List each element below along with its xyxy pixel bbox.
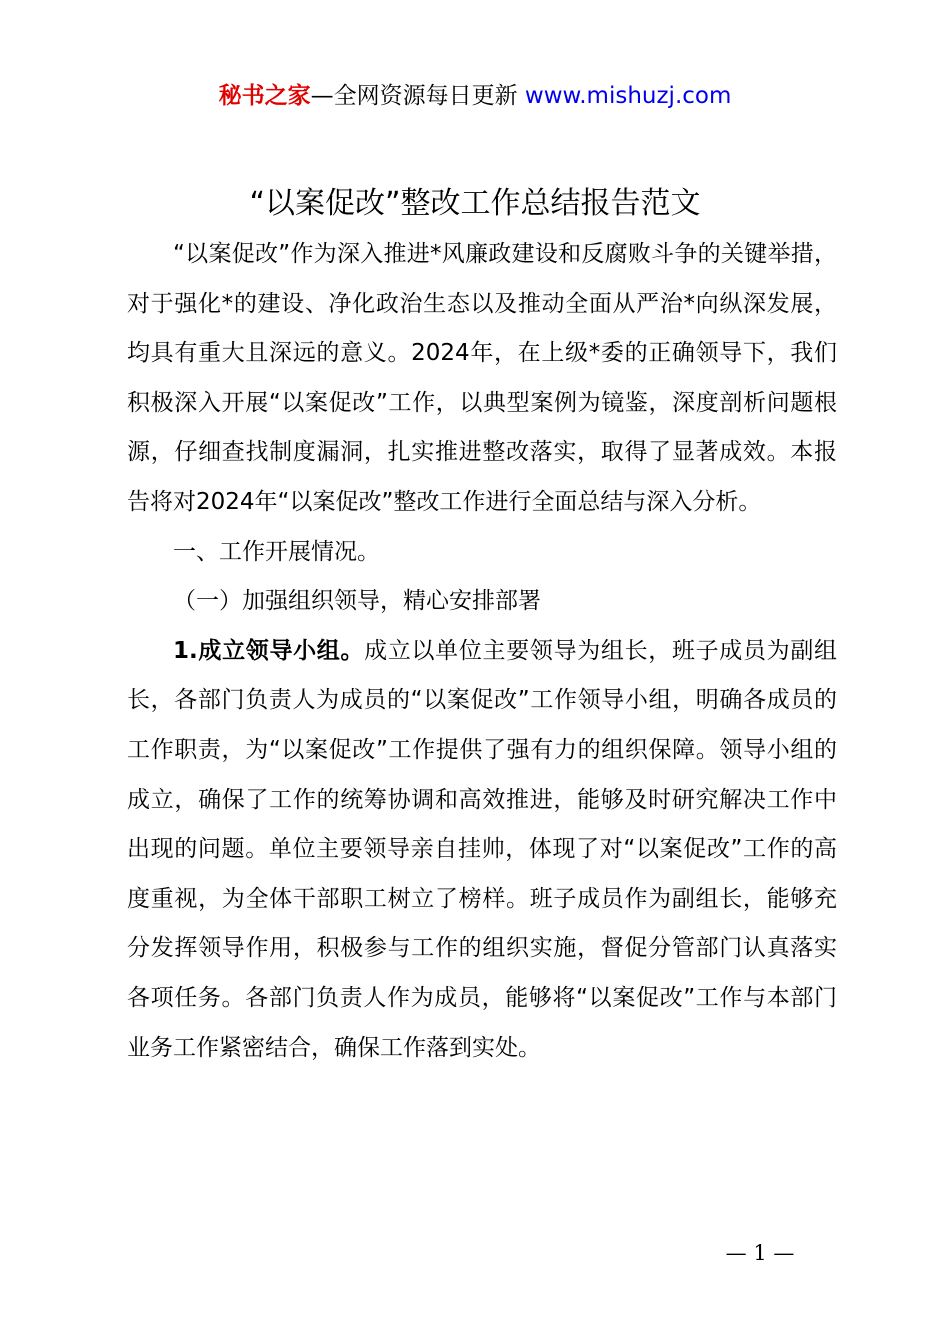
item-paragraph — [127, 627, 837, 1073]
site-url-link[interactable]: www.mishuzj.com — [524, 83, 732, 109]
site-header — [0, 80, 950, 112]
item-body: 成立以单位主要领导为组长，班子成员为副组长，各部门负责人为成员的“以案促改”工作领导小组，明确各成员的工作职责，为“以案促改”工作提供了强有力的组织保障。领导小组的成立，确保了工作的统筹协调和高效推进，能够及时研究解决工作中出现的问题。单位主要领导亲自挂帅，体现了对“以案促改”工作的高度重视，为全体干部职工树立了榜样。班子成员作为副组长，能够充分发挥领导作用，积极参与工作的组织实施，督促分管部门认真落实各项任务。各部门负责人作为成员，能够将“以案促改”工作与本部门业务工作紧密结合，确保工作落到实处。 — [127, 637, 837, 1061]
document-body — [127, 230, 837, 1073]
site-tagline: —全网资源每日更新 — [310, 83, 525, 109]
document-title: “以案促改”整改工作总结报告范文 — [249, 186, 701, 221]
intro-paragraph: “以案促改”作为深入推进*风廉政建设和反腐败斗争的关键举措，对于强化*的建设、净化政治生态以及推动全面从严治*向纵深发展，均具有重大且深远的意义。2024年，在上级*委的正确领导下，我们积极深入开展“以案促改”工作，以典型案例为镜鉴，深度剖析问题根源，仔细查找制度漏洞，扎实推进整改落实，取得了显著成效。本报告将对2024年“以案促改”整改工作进行全面总结与深入分析。 — [127, 241, 837, 515]
site-brand: 秘书之家 — [218, 83, 311, 109]
page-number: — 1 — — [725, 1241, 795, 1265]
subsection-heading: （一）加强组织领导，精心安排部署 — [173, 588, 541, 615]
item-lead: 1.成立领导小组。 — [173, 637, 365, 664]
section-heading: 一、工作开展情况。 — [173, 538, 380, 565]
